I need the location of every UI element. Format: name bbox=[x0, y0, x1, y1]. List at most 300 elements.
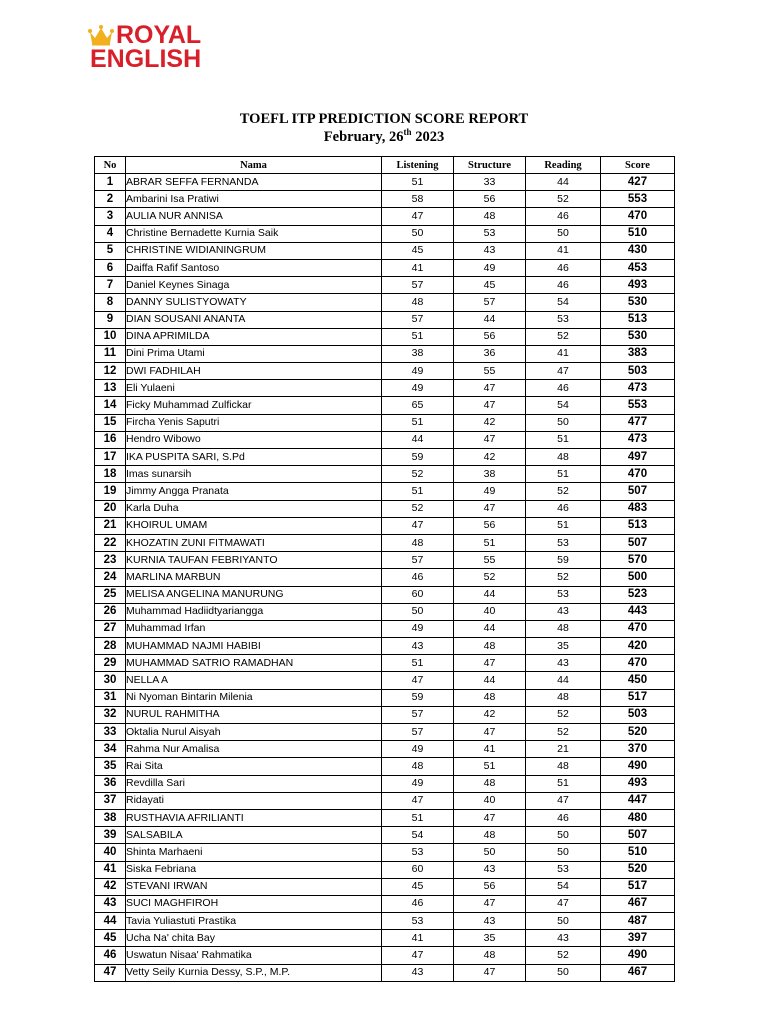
student-name: STEVANI IRWAN bbox=[126, 878, 382, 895]
listening-score: 50 bbox=[382, 225, 454, 242]
reading-score: 54 bbox=[526, 878, 601, 895]
report-title: TOEFL ITP PREDICTION SCORE REPORT bbox=[239, 111, 529, 127]
row-no: 27 bbox=[95, 620, 126, 637]
listening-score: 38 bbox=[382, 345, 454, 362]
table-row bbox=[95, 294, 675, 311]
structure-score: 48 bbox=[454, 638, 526, 655]
row-no: 42 bbox=[95, 878, 126, 895]
reading-score: 50 bbox=[526, 913, 601, 930]
row-no: 9 bbox=[95, 311, 126, 328]
reading-score: 44 bbox=[526, 174, 601, 191]
row-no: 29 bbox=[95, 655, 126, 672]
row-no: 17 bbox=[95, 449, 126, 466]
reading-score: 52 bbox=[526, 483, 601, 500]
listening-score: 49 bbox=[382, 775, 454, 792]
total-score: 477 bbox=[601, 414, 675, 431]
listening-score: 43 bbox=[382, 964, 454, 981]
total-score: 420 bbox=[601, 638, 675, 655]
row-no: 43 bbox=[95, 895, 126, 912]
student-name: MUHAMMAD NAJMI HABIBI bbox=[126, 638, 382, 655]
structure-score: 48 bbox=[454, 689, 526, 706]
listening-score: 60 bbox=[382, 586, 454, 603]
student-name: Revdilla Sari bbox=[126, 775, 382, 792]
reading-score: 46 bbox=[526, 208, 601, 225]
student-name: MARLINA MARBUN bbox=[126, 569, 382, 586]
structure-score: 35 bbox=[454, 930, 526, 947]
total-score: 473 bbox=[601, 431, 675, 448]
listening-score: 49 bbox=[382, 363, 454, 380]
listening-score: 60 bbox=[382, 861, 454, 878]
listening-score: 59 bbox=[382, 689, 454, 706]
table-header-row bbox=[95, 157, 675, 174]
reading-score: 52 bbox=[526, 947, 601, 964]
row-no: 15 bbox=[95, 414, 126, 431]
structure-score: 41 bbox=[454, 741, 526, 758]
total-score: 397 bbox=[601, 930, 675, 947]
total-score: 570 bbox=[601, 552, 675, 569]
total-score: 513 bbox=[601, 311, 675, 328]
table-row bbox=[95, 809, 675, 826]
row-no: 19 bbox=[95, 483, 126, 500]
total-score: 517 bbox=[601, 689, 675, 706]
total-score: 370 bbox=[601, 741, 675, 758]
table-row bbox=[95, 500, 675, 517]
table-row bbox=[95, 569, 675, 586]
total-score: 470 bbox=[601, 620, 675, 637]
student-name: Tavia Yuliastuti Prastika bbox=[126, 913, 382, 930]
structure-score: 47 bbox=[454, 431, 526, 448]
reading-score: 53 bbox=[526, 311, 601, 328]
table-row bbox=[95, 174, 675, 191]
reading-score: 54 bbox=[526, 397, 601, 414]
structure-score: 47 bbox=[454, 895, 526, 912]
total-score: 483 bbox=[601, 500, 675, 517]
table-row bbox=[95, 380, 675, 397]
listening-score: 51 bbox=[382, 809, 454, 826]
table-row bbox=[95, 672, 675, 689]
row-no: 34 bbox=[95, 741, 126, 758]
logo-text-english: ENGLISH bbox=[90, 45, 202, 73]
total-score: 517 bbox=[601, 878, 675, 895]
table-row bbox=[95, 913, 675, 930]
structure-score: 44 bbox=[454, 311, 526, 328]
header-nama: Nama bbox=[126, 157, 382, 174]
student-name: Fircha Yenis Saputri bbox=[126, 414, 382, 431]
reading-score: 52 bbox=[526, 724, 601, 741]
structure-score: 49 bbox=[454, 259, 526, 276]
row-no: 39 bbox=[95, 827, 126, 844]
listening-score: 43 bbox=[382, 638, 454, 655]
row-no: 41 bbox=[95, 861, 126, 878]
crown-icon bbox=[88, 24, 114, 46]
student-name: KHOZATIN ZUNI FITMAWATI bbox=[126, 534, 382, 551]
listening-score: 47 bbox=[382, 947, 454, 964]
row-no: 16 bbox=[95, 431, 126, 448]
row-no: 21 bbox=[95, 517, 126, 534]
table-row bbox=[95, 964, 675, 981]
row-no: 1 bbox=[95, 174, 126, 191]
student-name: Siska Febriana bbox=[126, 861, 382, 878]
row-no: 47 bbox=[95, 964, 126, 981]
reading-score: 52 bbox=[526, 191, 601, 208]
listening-score: 48 bbox=[382, 294, 454, 311]
structure-score: 53 bbox=[454, 225, 526, 242]
total-score: 470 bbox=[601, 208, 675, 225]
structure-score: 55 bbox=[454, 552, 526, 569]
listening-score: 47 bbox=[382, 672, 454, 689]
student-name: Eli Yulaeni bbox=[126, 380, 382, 397]
score-table bbox=[94, 156, 675, 982]
student-name: Imas sunarsih bbox=[126, 466, 382, 483]
row-no: 33 bbox=[95, 724, 126, 741]
table-row bbox=[95, 363, 675, 380]
listening-score: 51 bbox=[382, 328, 454, 345]
structure-score: 56 bbox=[454, 328, 526, 345]
total-score: 493 bbox=[601, 277, 675, 294]
table-row bbox=[95, 466, 675, 483]
reading-score: 48 bbox=[526, 449, 601, 466]
table-row bbox=[95, 638, 675, 655]
student-name: Ridayati bbox=[126, 792, 382, 809]
student-name: Vetty Seily Kurnia Dessy, S.P., M.P. bbox=[126, 964, 382, 981]
structure-score: 48 bbox=[454, 775, 526, 792]
total-score: 497 bbox=[601, 449, 675, 466]
structure-score: 47 bbox=[454, 724, 526, 741]
listening-score: 41 bbox=[382, 259, 454, 276]
listening-score: 65 bbox=[382, 397, 454, 414]
structure-score: 44 bbox=[454, 586, 526, 603]
royal-english-logo bbox=[88, 20, 208, 74]
total-score: 480 bbox=[601, 809, 675, 826]
structure-score: 48 bbox=[454, 947, 526, 964]
reading-score: 43 bbox=[526, 603, 601, 620]
listening-score: 45 bbox=[382, 242, 454, 259]
student-name: Jimmy Angga Pranata bbox=[126, 483, 382, 500]
reading-score: 48 bbox=[526, 689, 601, 706]
table-row bbox=[95, 449, 675, 466]
report-header bbox=[0, 110, 768, 146]
structure-score: 57 bbox=[454, 294, 526, 311]
table-row bbox=[95, 277, 675, 294]
table-row bbox=[95, 328, 675, 345]
structure-score: 42 bbox=[454, 706, 526, 723]
structure-score: 38 bbox=[454, 466, 526, 483]
reading-score: 52 bbox=[526, 706, 601, 723]
listening-score: 57 bbox=[382, 552, 454, 569]
listening-score: 48 bbox=[382, 534, 454, 551]
reading-score: 51 bbox=[526, 517, 601, 534]
table-row bbox=[95, 775, 675, 792]
listening-score: 57 bbox=[382, 724, 454, 741]
reading-score: 46 bbox=[526, 500, 601, 517]
structure-score: 49 bbox=[454, 483, 526, 500]
student-name: KHOIRUL UMAM bbox=[126, 517, 382, 534]
structure-score: 43 bbox=[454, 861, 526, 878]
row-no: 20 bbox=[95, 500, 126, 517]
total-score: 490 bbox=[601, 758, 675, 775]
student-name: IKA PUSPITA SARI, S.Pd bbox=[126, 449, 382, 466]
reading-score: 53 bbox=[526, 534, 601, 551]
table-row bbox=[95, 586, 675, 603]
table-row bbox=[95, 345, 675, 362]
table-row bbox=[95, 861, 675, 878]
total-score: 383 bbox=[601, 345, 675, 362]
student-name: Rai Sita bbox=[126, 758, 382, 775]
structure-score: 33 bbox=[454, 174, 526, 191]
table-row bbox=[95, 397, 675, 414]
total-score: 510 bbox=[601, 225, 675, 242]
structure-score: 47 bbox=[454, 809, 526, 826]
table-row bbox=[95, 208, 675, 225]
total-score: 427 bbox=[601, 174, 675, 191]
reading-score: 50 bbox=[526, 827, 601, 844]
student-name: Dini Prima Utami bbox=[126, 345, 382, 362]
total-score: 490 bbox=[601, 947, 675, 964]
total-score: 513 bbox=[601, 517, 675, 534]
structure-score: 45 bbox=[454, 277, 526, 294]
reading-score: 47 bbox=[526, 792, 601, 809]
table-row bbox=[95, 311, 675, 328]
reading-score: 50 bbox=[526, 225, 601, 242]
reading-score: 46 bbox=[526, 277, 601, 294]
listening-score: 57 bbox=[382, 311, 454, 328]
reading-score: 47 bbox=[526, 895, 601, 912]
row-no: 4 bbox=[95, 225, 126, 242]
total-score: 520 bbox=[601, 861, 675, 878]
total-score: 510 bbox=[601, 844, 675, 861]
structure-score: 47 bbox=[454, 500, 526, 517]
row-no: 26 bbox=[95, 603, 126, 620]
structure-score: 47 bbox=[454, 397, 526, 414]
listening-score: 54 bbox=[382, 827, 454, 844]
total-score: 520 bbox=[601, 724, 675, 741]
total-score: 553 bbox=[601, 191, 675, 208]
reading-score: 21 bbox=[526, 741, 601, 758]
table-row bbox=[95, 620, 675, 637]
table-row bbox=[95, 844, 675, 861]
table-row bbox=[95, 483, 675, 500]
structure-score: 47 bbox=[454, 964, 526, 981]
listening-score: 53 bbox=[382, 844, 454, 861]
structure-score: 51 bbox=[454, 534, 526, 551]
reading-score: 50 bbox=[526, 964, 601, 981]
row-no: 38 bbox=[95, 809, 126, 826]
student-name: Oktalia Nurul Aisyah bbox=[126, 724, 382, 741]
row-no: 31 bbox=[95, 689, 126, 706]
table-row bbox=[95, 259, 675, 276]
listening-score: 50 bbox=[382, 603, 454, 620]
total-score: 487 bbox=[601, 913, 675, 930]
structure-score: 44 bbox=[454, 672, 526, 689]
reading-score: 59 bbox=[526, 552, 601, 569]
listening-score: 51 bbox=[382, 483, 454, 500]
table-row bbox=[95, 947, 675, 964]
reading-score: 47 bbox=[526, 363, 601, 380]
listening-score: 47 bbox=[382, 517, 454, 534]
total-score: 530 bbox=[601, 294, 675, 311]
row-no: 10 bbox=[95, 328, 126, 345]
table-row bbox=[95, 706, 675, 723]
table-row bbox=[95, 878, 675, 895]
student-name: DANNY SULISTYOWATY bbox=[126, 294, 382, 311]
structure-score: 43 bbox=[454, 913, 526, 930]
student-name: RUSTHAVIA AFRILIANTI bbox=[126, 809, 382, 826]
total-score: 507 bbox=[601, 483, 675, 500]
row-no: 3 bbox=[95, 208, 126, 225]
student-name: MUHAMMAD SATRIO RAMADHAN bbox=[126, 655, 382, 672]
table-row bbox=[95, 930, 675, 947]
report-date: February, 26th 2023 bbox=[323, 127, 445, 145]
reading-score: 35 bbox=[526, 638, 601, 655]
structure-score: 51 bbox=[454, 758, 526, 775]
reading-score: 43 bbox=[526, 930, 601, 947]
total-score: 470 bbox=[601, 466, 675, 483]
total-score: 503 bbox=[601, 706, 675, 723]
table-row bbox=[95, 792, 675, 809]
student-name: DWI FADHILAH bbox=[126, 363, 382, 380]
listening-score: 41 bbox=[382, 930, 454, 947]
listening-score: 57 bbox=[382, 277, 454, 294]
structure-score: 55 bbox=[454, 363, 526, 380]
table-row bbox=[95, 242, 675, 259]
row-no: 12 bbox=[95, 363, 126, 380]
reading-score: 50 bbox=[526, 844, 601, 861]
structure-score: 36 bbox=[454, 345, 526, 362]
table-row bbox=[95, 895, 675, 912]
total-score: 500 bbox=[601, 569, 675, 586]
row-no: 11 bbox=[95, 345, 126, 362]
row-no: 32 bbox=[95, 706, 126, 723]
total-score: 503 bbox=[601, 363, 675, 380]
listening-score: 49 bbox=[382, 620, 454, 637]
reading-score: 51 bbox=[526, 466, 601, 483]
row-no: 2 bbox=[95, 191, 126, 208]
structure-score: 42 bbox=[454, 449, 526, 466]
total-score: 473 bbox=[601, 380, 675, 397]
row-no: 8 bbox=[95, 294, 126, 311]
structure-score: 48 bbox=[454, 208, 526, 225]
listening-score: 46 bbox=[382, 895, 454, 912]
table-row bbox=[95, 655, 675, 672]
reading-score: 41 bbox=[526, 345, 601, 362]
listening-score: 58 bbox=[382, 191, 454, 208]
row-no: 18 bbox=[95, 466, 126, 483]
row-no: 35 bbox=[95, 758, 126, 775]
listening-score: 48 bbox=[382, 758, 454, 775]
table-row bbox=[95, 827, 675, 844]
total-score: 453 bbox=[601, 259, 675, 276]
reading-score: 52 bbox=[526, 569, 601, 586]
total-score: 493 bbox=[601, 775, 675, 792]
reading-score: 51 bbox=[526, 775, 601, 792]
student-name: Ni Nyoman Bintarin Milenia bbox=[126, 689, 382, 706]
total-score: 507 bbox=[601, 827, 675, 844]
student-name: ABRAR SEFFA FERNANDA bbox=[126, 174, 382, 191]
reading-score: 43 bbox=[526, 655, 601, 672]
structure-score: 47 bbox=[454, 655, 526, 672]
row-no: 36 bbox=[95, 775, 126, 792]
row-no: 37 bbox=[95, 792, 126, 809]
student-name: DIAN SOUSANI ANANTA bbox=[126, 311, 382, 328]
table-row bbox=[95, 225, 675, 242]
row-no: 7 bbox=[95, 277, 126, 294]
listening-score: 52 bbox=[382, 466, 454, 483]
structure-score: 44 bbox=[454, 620, 526, 637]
student-name: Ambarini Isa Pratiwi bbox=[126, 191, 382, 208]
row-no: 45 bbox=[95, 930, 126, 947]
student-name: Muhammad Hadiidtyariangga bbox=[126, 603, 382, 620]
student-name: DINA APRIMILDA bbox=[126, 328, 382, 345]
listening-score: 53 bbox=[382, 913, 454, 930]
table-row bbox=[95, 431, 675, 448]
student-name: Karla Duha bbox=[126, 500, 382, 517]
student-name: Daiffa Rafif Santoso bbox=[126, 259, 382, 276]
total-score: 447 bbox=[601, 792, 675, 809]
listening-score: 49 bbox=[382, 741, 454, 758]
row-no: 5 bbox=[95, 242, 126, 259]
reading-score: 54 bbox=[526, 294, 601, 311]
student-name: CHRISTINE WIDIANINGRUM bbox=[126, 242, 382, 259]
reading-score: 53 bbox=[526, 586, 601, 603]
table-row bbox=[95, 517, 675, 534]
total-score: 430 bbox=[601, 242, 675, 259]
total-score: 467 bbox=[601, 964, 675, 981]
student-name: SUCI MAGHFIROH bbox=[126, 895, 382, 912]
table-row bbox=[95, 689, 675, 706]
listening-score: 44 bbox=[382, 431, 454, 448]
listening-score: 52 bbox=[382, 500, 454, 517]
table-row bbox=[95, 552, 675, 569]
reading-score: 46 bbox=[526, 380, 601, 397]
row-no: 40 bbox=[95, 844, 126, 861]
structure-score: 48 bbox=[454, 827, 526, 844]
row-no: 14 bbox=[95, 397, 126, 414]
row-no: 13 bbox=[95, 380, 126, 397]
reading-score: 53 bbox=[526, 861, 601, 878]
header-reading: Reading bbox=[526, 157, 601, 174]
header-structure: Structure bbox=[454, 157, 526, 174]
student-name: NELLA A bbox=[126, 672, 382, 689]
listening-score: 59 bbox=[382, 449, 454, 466]
listening-score: 46 bbox=[382, 569, 454, 586]
listening-score: 57 bbox=[382, 706, 454, 723]
table-body bbox=[95, 174, 675, 982]
row-no: 28 bbox=[95, 638, 126, 655]
row-no: 30 bbox=[95, 672, 126, 689]
total-score: 530 bbox=[601, 328, 675, 345]
total-score: 467 bbox=[601, 895, 675, 912]
header-listening: Listening bbox=[382, 157, 454, 174]
header-score: Score bbox=[601, 157, 675, 174]
student-name: AULIA NUR ANNISA bbox=[126, 208, 382, 225]
student-name: MELISA ANGELINA MANURUNG bbox=[126, 586, 382, 603]
listening-score: 51 bbox=[382, 174, 454, 191]
structure-score: 56 bbox=[454, 878, 526, 895]
structure-score: 56 bbox=[454, 191, 526, 208]
structure-score: 56 bbox=[454, 517, 526, 534]
student-name: NURUL RAHMITHA bbox=[126, 706, 382, 723]
header-no: No bbox=[95, 157, 126, 174]
student-name: Hendro Wibowo bbox=[126, 431, 382, 448]
total-score: 470 bbox=[601, 655, 675, 672]
reading-score: 44 bbox=[526, 672, 601, 689]
reading-score: 48 bbox=[526, 758, 601, 775]
listening-score: 49 bbox=[382, 380, 454, 397]
row-no: 44 bbox=[95, 913, 126, 930]
structure-score: 42 bbox=[454, 414, 526, 431]
student-name: SALSABILA bbox=[126, 827, 382, 844]
student-name: Uswatun Nisaa' Rahmatika bbox=[126, 947, 382, 964]
